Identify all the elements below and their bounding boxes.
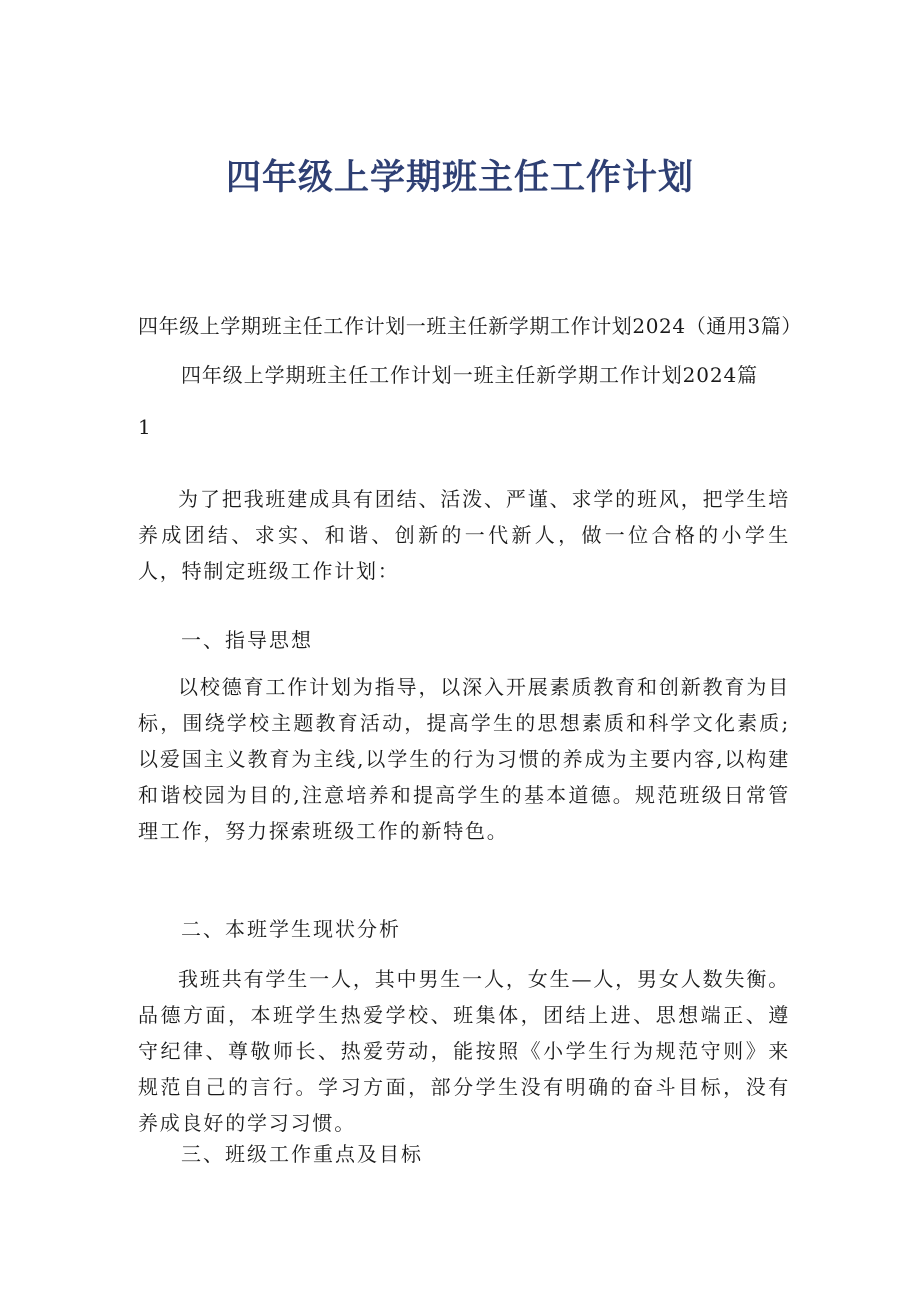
- document-subtitle: 四年级上学期班主任工作计划一班主任新学期工作计划2024（通用3篇）: [138, 314, 803, 338]
- heading-work-focus: 三、班级工作重点及目标: [181, 1142, 423, 1166]
- intro-paragraph: 为了把我班建成具有团结、活泼、严谨、求学的班风，把学生培养成团结、求实、和谐、创新的一代新人，做一位合格的小学生人，特制定班级工作计划：: [138, 487, 790, 583]
- document-title: 四年级上学期班主任工作计划: [225, 158, 694, 198]
- section-number: 1: [138, 415, 153, 439]
- heading-class-analysis: 二、本班学生现状分析: [181, 917, 401, 941]
- document-subtitle-secondary: 四年级上学期班主任工作计划一班主任新学期工作计划2024篇: [181, 363, 758, 387]
- paragraph-class-analysis: 我班共有学生一人，其中男生一人，女生—人，男女人数失衡。品德方面，本班学生热爱学校、班集体，团结上进、思想端正、遵守纪律、尊敬师长、热爱劳动，能按照《小学生行为规范守则》来规范自己的言行。学习方面，部分学生没有明确的奋斗目标，没有养成良好的学习习惯。: [138, 967, 790, 1135]
- paragraph-guiding-thought: 以校德育工作计划为指导，以深入开展素质教育和创新教育为目标，围绕学校主题教育活动，提高学生的思想素质和科学文化素质;以爱国主义教育为主线,以学生的行为习惯的养成为主要内容,以构建和谐校园为目的,注意培养和提高学生的基本道德。规范班级日常管理工作，努力探索班级工作的新特色。: [138, 675, 790, 843]
- heading-guiding-thought: 一、指导思想: [181, 628, 313, 652]
